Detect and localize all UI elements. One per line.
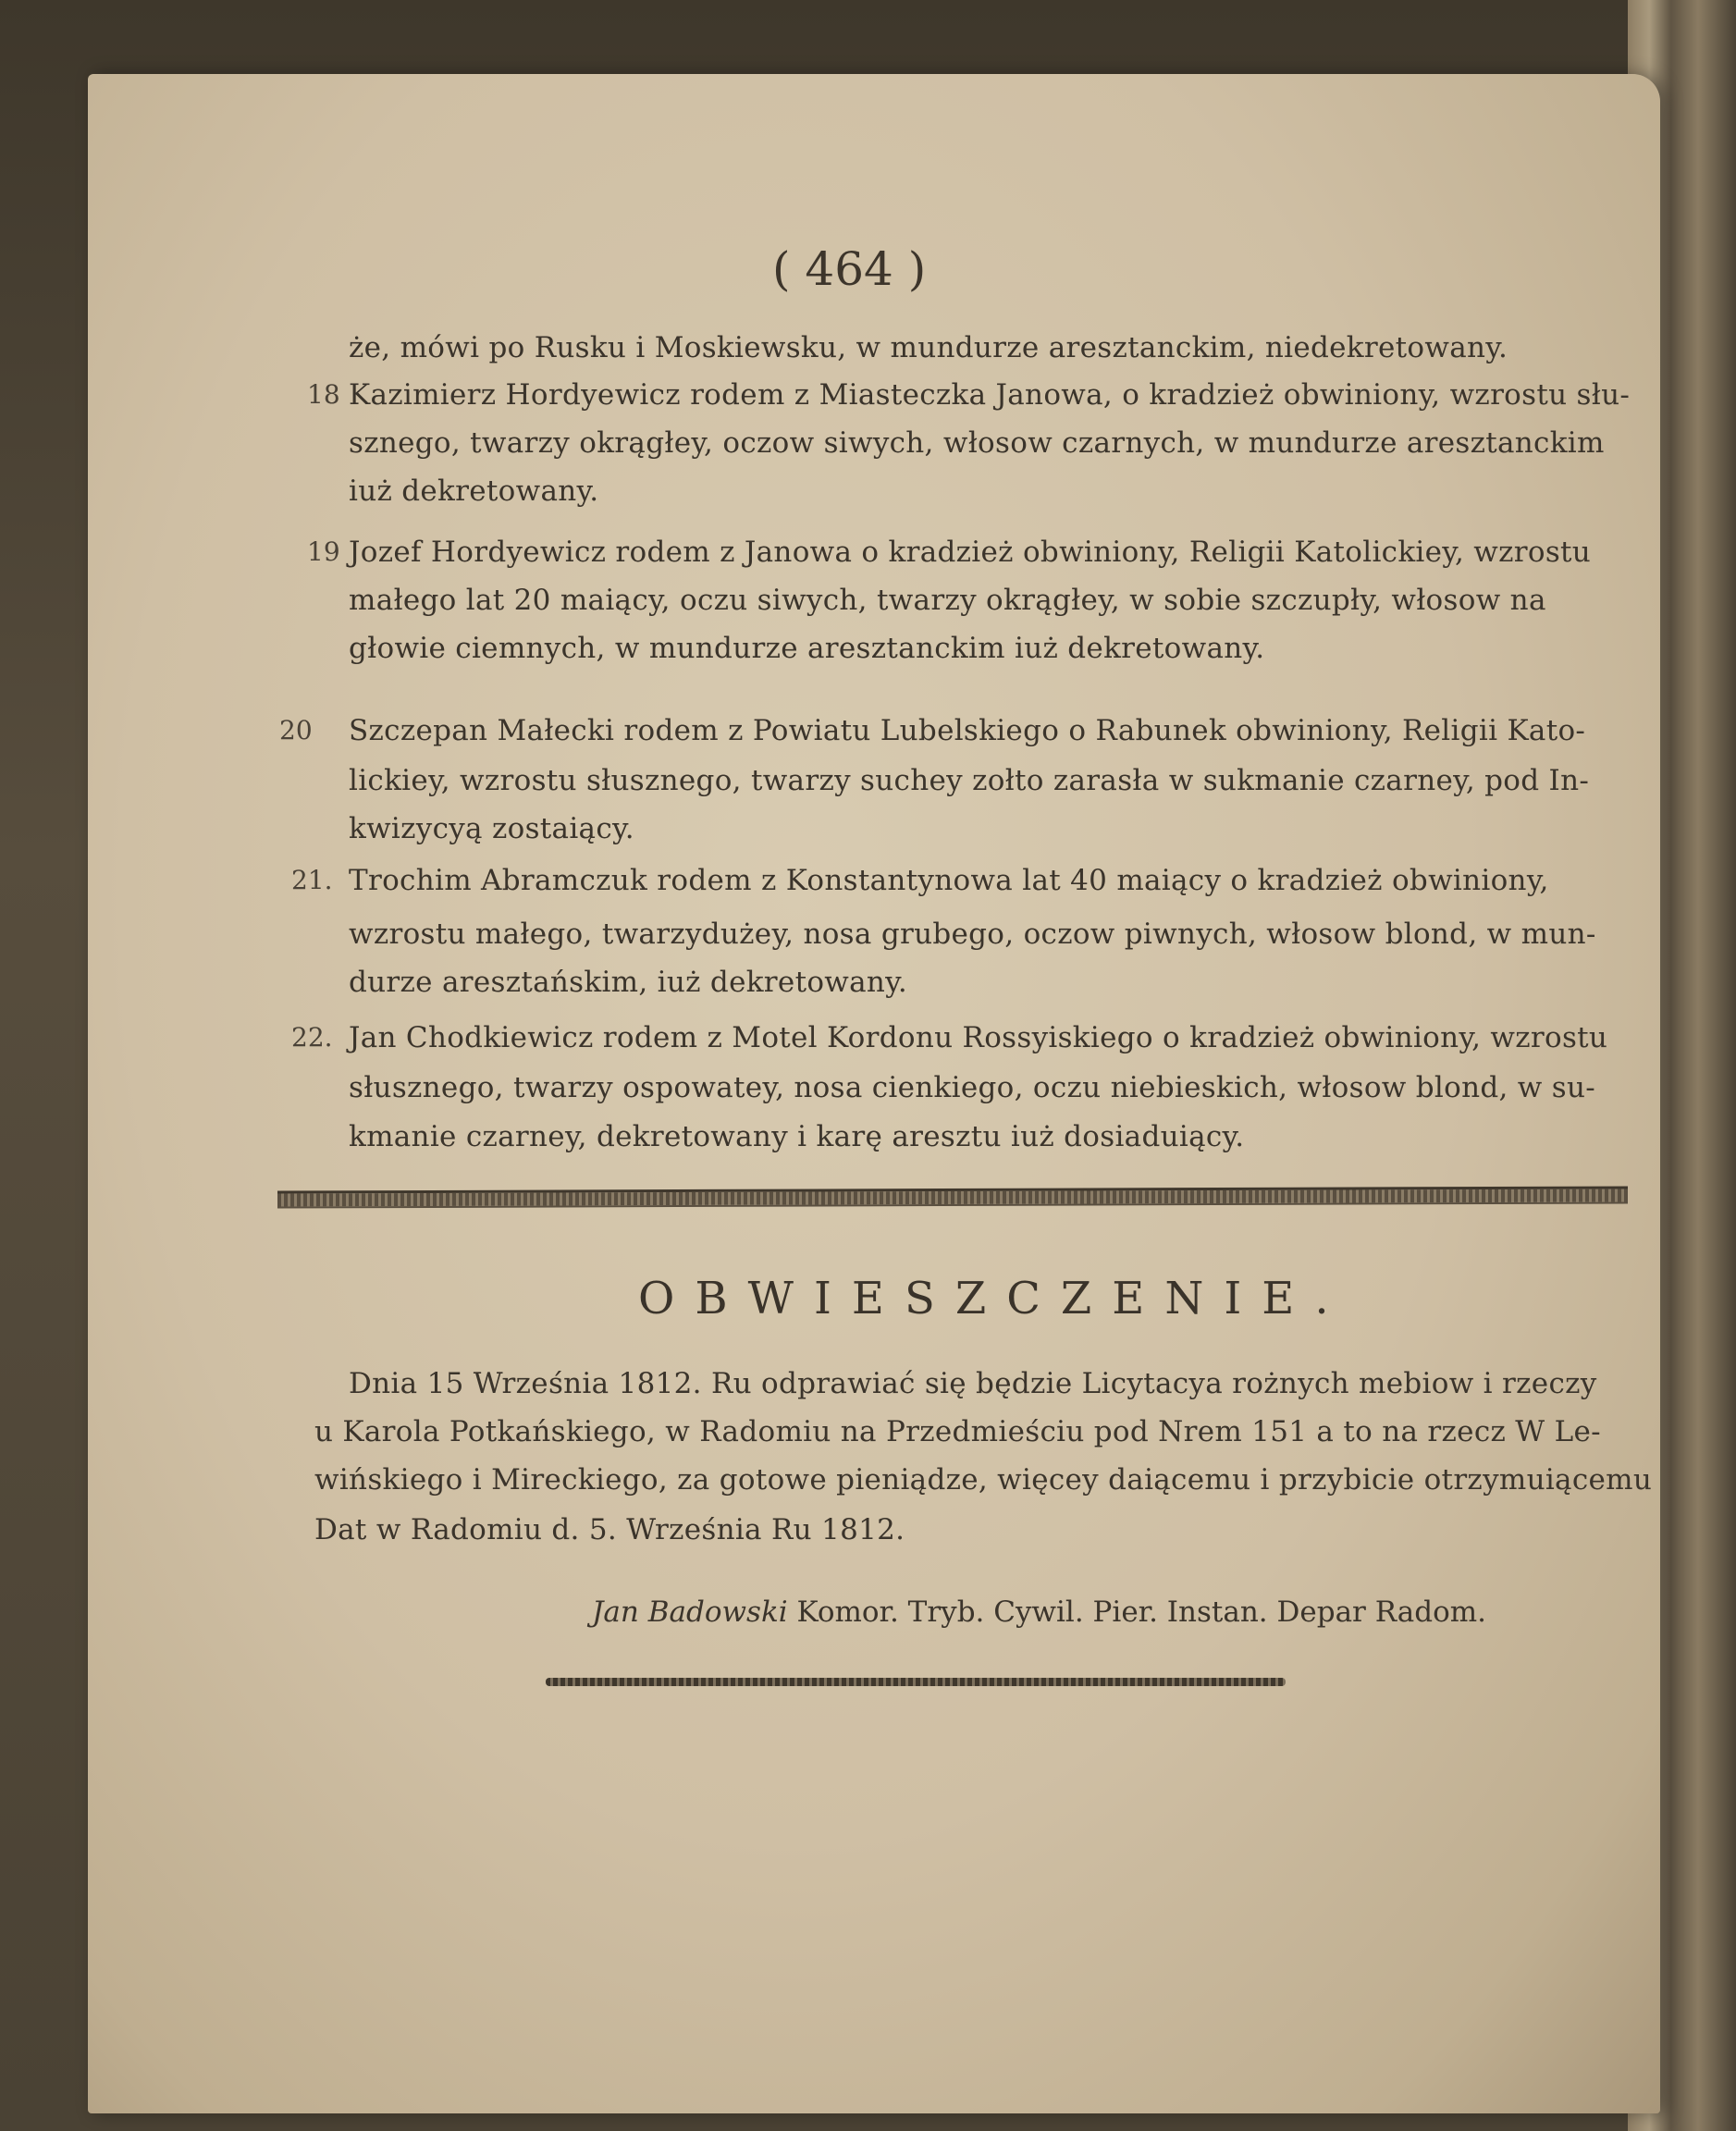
entry-line: kmanie czarney, dekretowany i karę aresztu iuż dosiaduiący. — [349, 1120, 1245, 1153]
entry-line: głowie ciemnych, w mundurze aresztanckim iuż dekretowany. — [349, 632, 1265, 665]
entry-line: Kazimierz Hordyewicz rodem z Miasteczka Janowa, o kradzież obwiniony, wzrostu słu- — [349, 378, 1631, 412]
entry-number: 18 — [307, 379, 340, 410]
announcement-heading: OBWIESZCZENIE. — [638, 1273, 1349, 1324]
entry-line: słusznego, twarzy ospowatey, nosa cienkiego, oczu niebieskich, włosow blond, w su- — [349, 1071, 1596, 1104]
entry-line: kwizycyą zostaiący. — [349, 812, 634, 845]
entry-line: Szczepan Małecki rodem z Powiatu Lubelskiego o Rabunek obwiniony, Religii Kato- — [349, 714, 1586, 747]
entry-line: iuż dekretowany. — [349, 474, 599, 508]
entry-line: lickiey, wzrostu słusznego, twarzy suchey zołto zarasła w sukmanie czarney, pod In- — [349, 764, 1590, 797]
entry-line: że, mówi po Rusku i Moskiewsku, w mundurze aresztanckim, niedekretowany. — [349, 331, 1508, 364]
entry-line: sznego, twarzy okrągłey, oczow siwych, włosow czarnych, w mundurze aresztanckim — [349, 426, 1605, 460]
announcement-line: u Karola Potkańskiego, w Radomiu na Przedmieściu pod Nrem 151 a to na rzecz W Le- — [314, 1415, 1601, 1448]
signature-name: Jan Badowski — [592, 1595, 788, 1629]
entry-number: 19 — [307, 536, 340, 567]
signature-line — [592, 1595, 1486, 1629]
entry-line: Trochim Abramczuk rodem z Konstantynowa lat 40 maiący o kradzież obwiniony, — [349, 864, 1549, 897]
entry-line: Jan Chodkiewicz rodem z Motel Kordonu Rossyiskiego o kradzież obwiniony, wzrostu — [349, 1021, 1608, 1054]
entry-line: Jozef Hordyewicz rodem z Janowa o kradzież obwiniony, Religii Katolickiey, wzrostu — [349, 536, 1592, 569]
page-number: ( 464 ) — [772, 242, 927, 296]
announcement-line: wińskiego i Mireckiego, za gotowe pieniądze, więcey daiącemu i przybicie otrzymuiącemu — [314, 1463, 1653, 1497]
entry-number: 22. — [291, 1022, 333, 1053]
entry-line: małego lat 20 maiący, oczu siwych, twarzy okrągłey, w sobie szczupły, włosow na — [349, 584, 1546, 617]
entry-number: 20 — [279, 715, 313, 745]
signature-title: Komor. Tryb. Cywil. Pier. Instan. Depar Radom. — [787, 1595, 1487, 1629]
entry-line: wzrostu małego, twarzydużey, nosa grubego, oczow piwnych, włosow blond, w mun- — [349, 918, 1596, 951]
announcement-line: Dat w Radomiu d. 5. Września Ru 1812. — [314, 1513, 905, 1546]
entry-line: durze aresztańskim, iuż dekretowany. — [349, 966, 908, 999]
entry-number: 21. — [291, 865, 333, 895]
announcement-line: Dnia 15 Września 1812. Ru odprawiać się będzie Licytacya rożnych mebiow i rzeczy — [349, 1367, 1597, 1400]
end-divider — [546, 1678, 1286, 1686]
